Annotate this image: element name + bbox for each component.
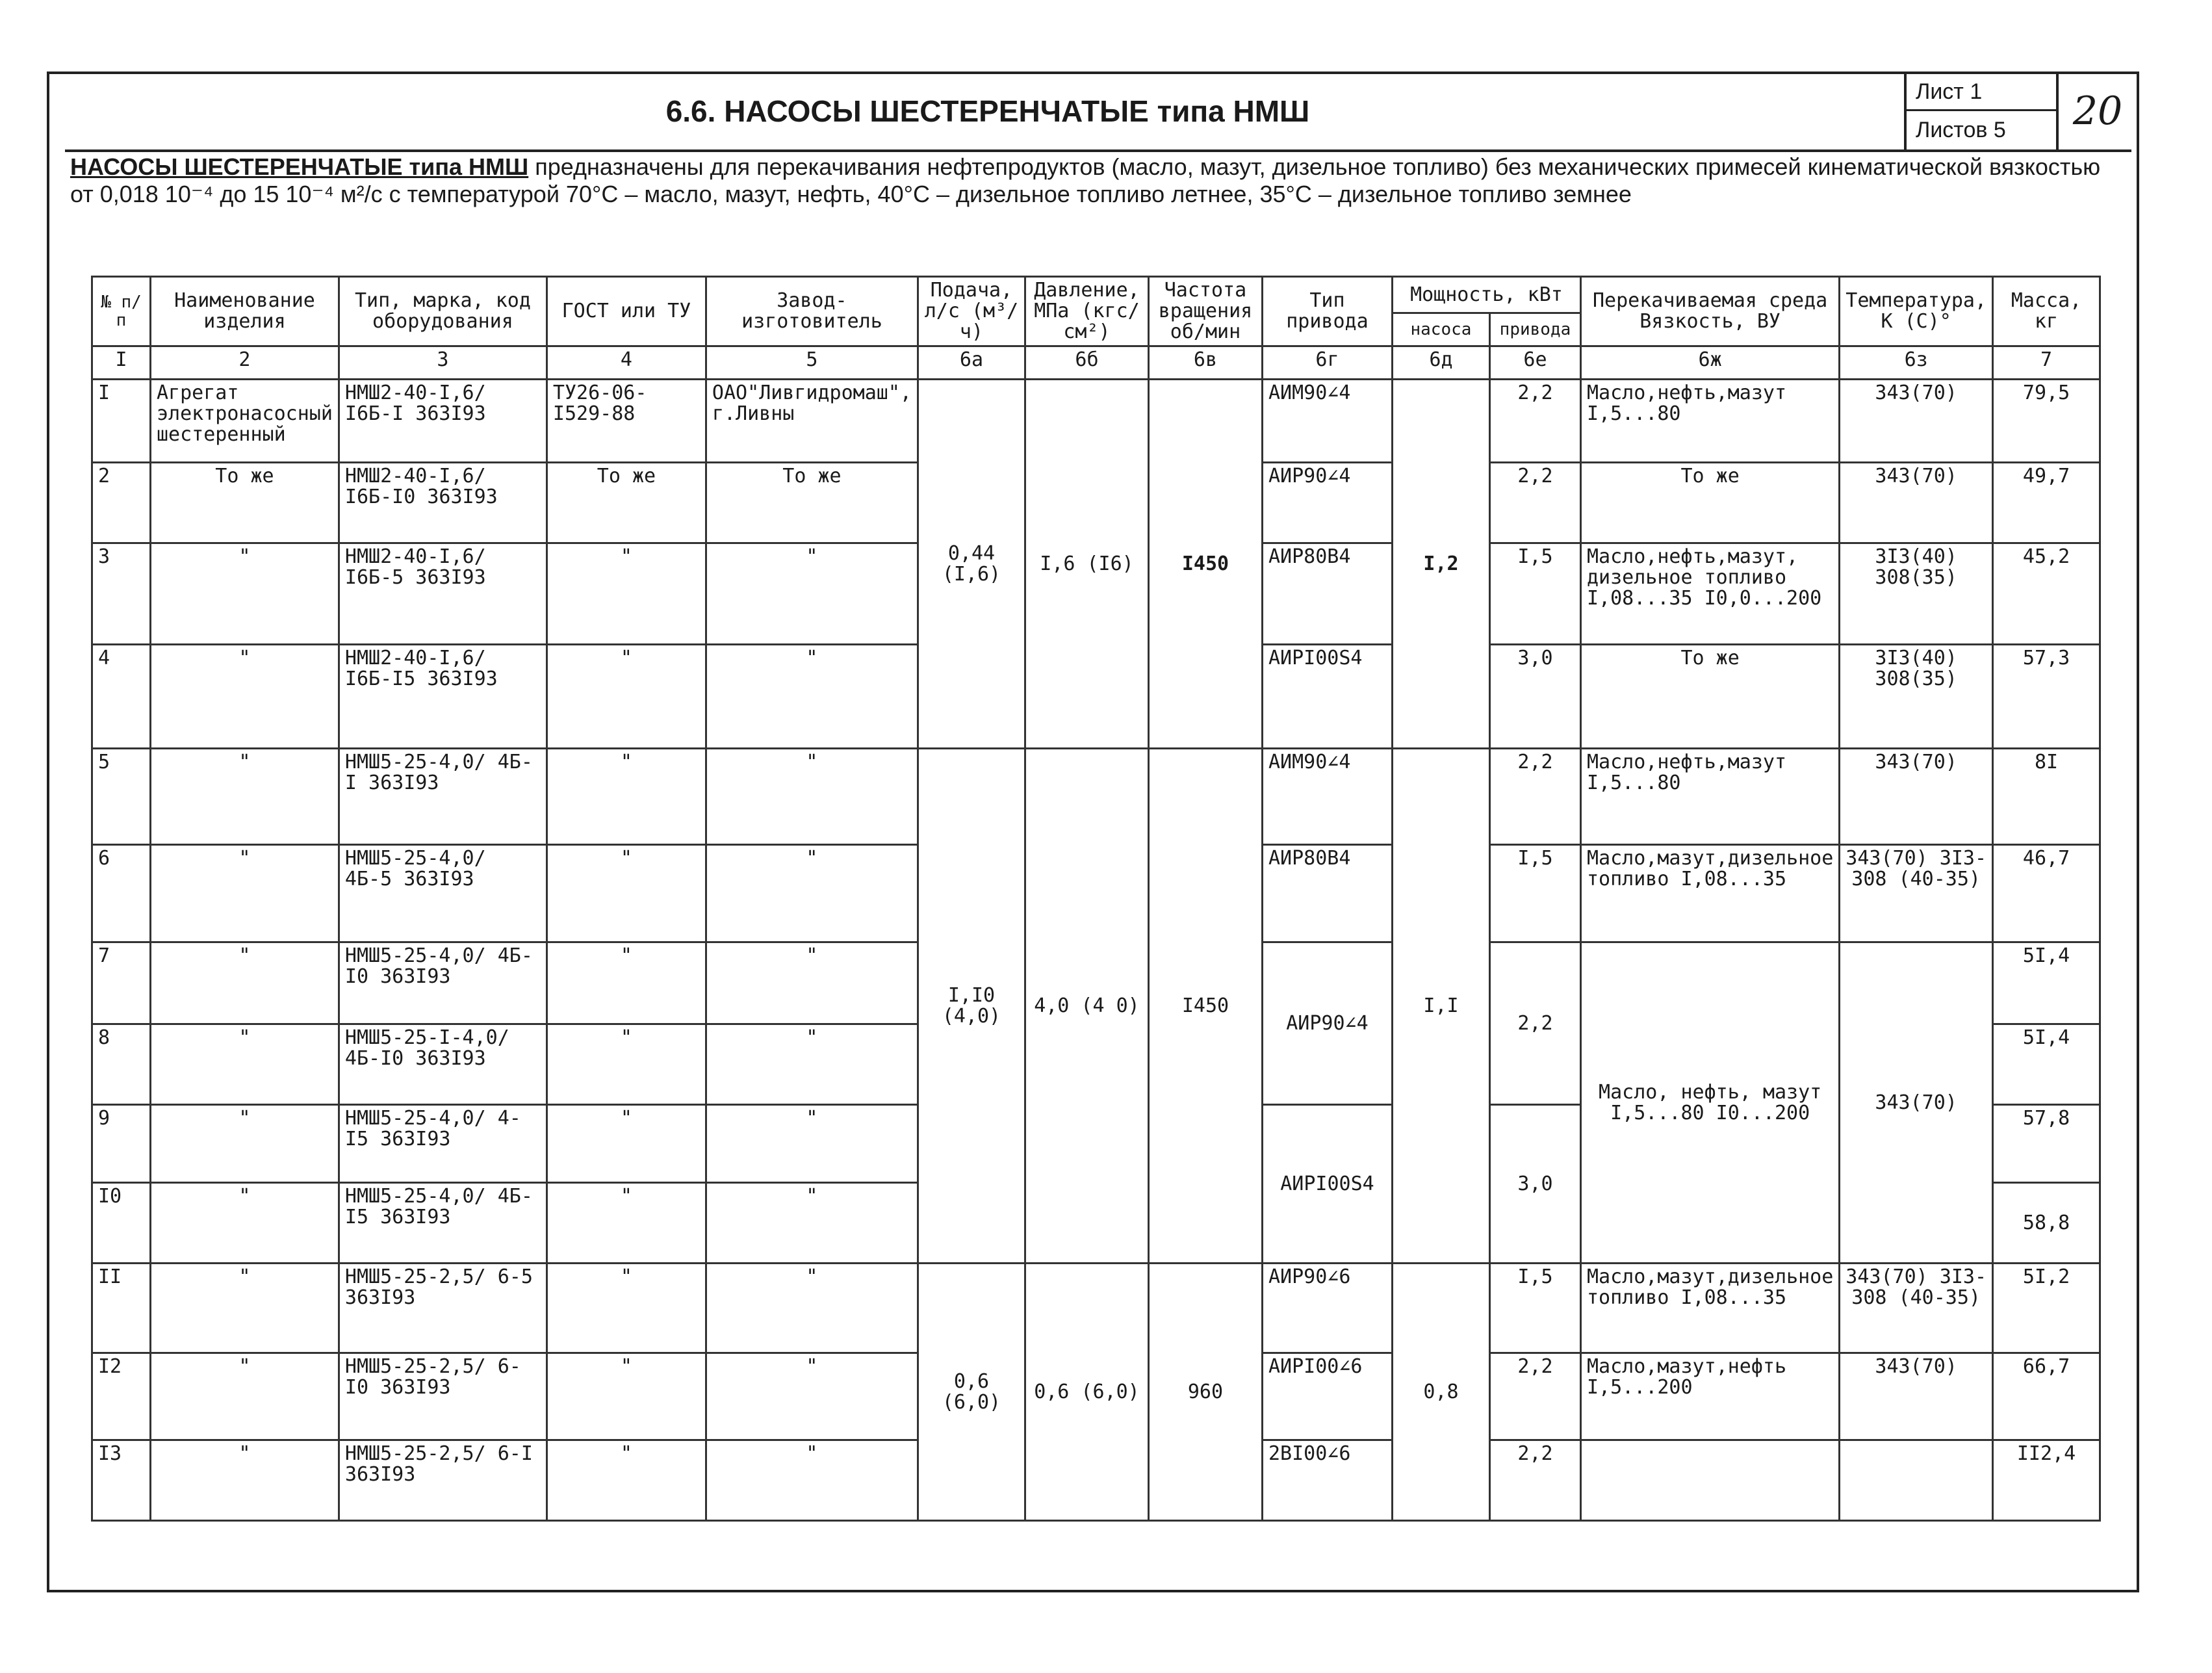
- cell-gost: ": [547, 543, 706, 645]
- table-row: [92, 1264, 2100, 1353]
- col-number: 6а: [918, 346, 1025, 380]
- cell-maker: ОАО"Ливгидромаш", г.Ливны: [706, 380, 918, 463]
- cell-power-drive: 2,2: [1489, 749, 1580, 845]
- cell-medium: Масло,мазут,нефть I,5...200: [1580, 1353, 1839, 1440]
- cell-power-drive: 2,2: [1489, 463, 1580, 543]
- cell-medium: То же: [1580, 645, 1839, 749]
- cell-type: НМШ5-25-2,5/ 6-5 363I93: [339, 1264, 547, 1353]
- cell-medium: Масло,мазут,дизельное топливо I,08...35: [1580, 845, 1839, 942]
- col-header-type: Тип, марка, код оборудования: [339, 277, 547, 346]
- cell-n: I2: [92, 1353, 151, 1440]
- cell-maker: ": [706, 845, 918, 942]
- cell-mass: 45,2: [1993, 543, 2100, 645]
- col-header-power-pump: насоса: [1392, 313, 1489, 346]
- cell-n: I0: [92, 1183, 151, 1264]
- cell-n: 7: [92, 942, 151, 1024]
- col-header-maker: Завод-изготовитель: [706, 277, 918, 346]
- cell-temp: 343(70): [1840, 1353, 1993, 1440]
- col-header-flow: Подача, л/с (м³/ч): [918, 277, 1025, 346]
- cell-name: Агрегат электронасосный шестеренный: [151, 380, 339, 463]
- cell-speed: I450: [1148, 380, 1262, 749]
- cell-drive: АИР90∠4: [1262, 463, 1392, 543]
- cell-temp: 343(70): [1840, 380, 1993, 463]
- cell-gost: ": [547, 1024, 706, 1105]
- cell-n: 8: [92, 1024, 151, 1105]
- cell-name: ": [151, 1183, 339, 1264]
- cell-mass: II2,4: [1993, 1440, 2100, 1521]
- table-row: [92, 749, 2100, 845]
- cell-drive: АИРI00S4: [1262, 1105, 1392, 1264]
- cell-type: НМШ5-25-4,0/ 4-I5 363I93: [339, 1105, 547, 1183]
- cell-type: НМШ5-25-2,5/ 6-I0 363I93: [339, 1353, 547, 1440]
- cell-power-drive: 3,0: [1489, 1105, 1580, 1264]
- cell-maker: ": [706, 1183, 918, 1264]
- col-number: 2: [151, 346, 339, 380]
- intro-lead: НАСОСЫ ШЕСТЕРЕНЧАТЫЕ типа НМШ: [70, 153, 529, 180]
- cell-mass: 57,3: [1993, 645, 2100, 749]
- pumps-table: [91, 276, 2101, 1522]
- cell-gost: ": [547, 1440, 706, 1521]
- cell-drive: АИМ90∠4: [1262, 380, 1392, 463]
- cell-name: ": [151, 845, 339, 942]
- cell-name: ": [151, 1105, 339, 1183]
- cell-n: I: [92, 380, 151, 463]
- cell-mass: 5I,4: [1993, 1024, 2100, 1105]
- cell-gost: ": [547, 845, 706, 942]
- cell-flow: 0,6 (6,0): [918, 1264, 1025, 1521]
- col-number: 6д: [1392, 346, 1489, 380]
- cell-name: ": [151, 942, 339, 1024]
- cell-mass: 5I,4: [1993, 942, 2100, 1024]
- cell-n: 4: [92, 645, 151, 749]
- sheets-count-label: Листов 5: [1916, 118, 2006, 142]
- col-number: 7: [1993, 346, 2100, 380]
- sheet-info-box: [1904, 73, 2134, 149]
- cell-n: 2: [92, 463, 151, 543]
- cell-temp: [1840, 1440, 1993, 1521]
- cell-temp: 343(70): [1840, 942, 1993, 1264]
- cell-gost: ": [547, 1105, 706, 1183]
- col-header-power-drive: привода: [1489, 313, 1580, 346]
- cell-drive: АИМ90∠4: [1262, 749, 1392, 845]
- intro-text: предназначены для перекачивания нефтепродуктов (масло, мазут, дизельное топливо) без механических примесей кинематической вязкостью от 0,018 10⁻⁴ до 15 10⁻⁴ м²/с с температурой 70°С – масло, мазут, нефть, 40°С – дизельное топливо летнее, 35°С – дизельное топливо земнее: [70, 153, 2101, 207]
- cell-power-pump: 0,8: [1392, 1264, 1489, 1521]
- cell-gost: ": [547, 1353, 706, 1440]
- intro-paragraph: [70, 153, 2117, 208]
- cell-maker: ": [706, 543, 918, 645]
- col-header-drive: Тип привода: [1262, 277, 1392, 346]
- title-bar: [65, 73, 2131, 152]
- cell-mass: 8I: [1993, 749, 2100, 845]
- cell-n: II: [92, 1264, 151, 1353]
- cell-mass: 58,8: [1993, 1183, 2100, 1264]
- cell-name: ": [151, 1264, 339, 1353]
- cell-drive: АИР80В4: [1262, 845, 1392, 942]
- cell-type: НМШ2-40-I,6/ I6Б-I5 363I93: [339, 645, 547, 749]
- col-number: 6в: [1148, 346, 1262, 380]
- cell-medium: То же: [1580, 463, 1839, 543]
- col-number: 6б: [1025, 346, 1148, 380]
- cell-temp: 343(70) 3I3-308 (40-35): [1840, 1264, 1993, 1353]
- col-header-pressure: Давление, МПа (кгс/см²): [1025, 277, 1148, 346]
- cell-power-drive: 2,2: [1489, 942, 1580, 1105]
- cell-gost: ": [547, 1264, 706, 1353]
- cell-power-drive: I,5: [1489, 845, 1580, 942]
- cell-pressure: I,6 (I6): [1025, 380, 1148, 749]
- cell-maker: ": [706, 942, 918, 1024]
- cell-maker: ": [706, 749, 918, 845]
- col-number: 3: [339, 346, 547, 380]
- cell-name: ": [151, 1024, 339, 1105]
- cell-drive: АИР90∠4: [1262, 942, 1392, 1105]
- cell-gost: То же: [547, 463, 706, 543]
- col-number: 6ж: [1580, 346, 1839, 380]
- col-header-temp: Температура, К (С)°: [1840, 277, 1993, 346]
- cell-maker: ": [706, 1105, 918, 1183]
- cell-power-pump: I,2: [1392, 380, 1489, 749]
- cell-power-drive: 2,2: [1489, 1440, 1580, 1521]
- col-header-name: Наименование изделия: [151, 277, 339, 346]
- col-header-speed: Частота вращения об/мин: [1148, 277, 1262, 346]
- cell-type: НМШ5-25-4,0/ 4Б-I5 363I93: [339, 1183, 547, 1264]
- cell-type: НМШ2-40-I,6/ I6Б-I 363I93: [339, 380, 547, 463]
- cell-maker: То же: [706, 463, 918, 543]
- cell-name: ": [151, 543, 339, 645]
- page-title: 6.6. НАСОСЫ ШЕСТЕРЕНЧАТЫЕ типа НМШ: [665, 94, 1310, 128]
- cell-temp: 343(70) 3I3-308 (40-35): [1840, 845, 1993, 942]
- cell-speed: 960: [1148, 1264, 1262, 1521]
- cell-name: ": [151, 645, 339, 749]
- cell-type: НМШ5-25-I-4,0/ 4Б-I0 363I93: [339, 1024, 547, 1105]
- cell-flow: 0,44 (I,6): [918, 380, 1025, 749]
- cell-maker: ": [706, 1353, 918, 1440]
- cell-drive: 2ВI00∠6: [1262, 1440, 1392, 1521]
- cell-power-drive: 2,2: [1489, 1353, 1580, 1440]
- cell-gost: ": [547, 645, 706, 749]
- cell-temp: 343(70): [1840, 463, 1993, 543]
- cell-n: I3: [92, 1440, 151, 1521]
- table-row: [92, 380, 2100, 463]
- cell-gost: ": [547, 1183, 706, 1264]
- cell-power-pump: I,I: [1392, 749, 1489, 1264]
- cell-medium: Масло, нефть, мазут I,5...80 I0...200: [1580, 942, 1839, 1264]
- col-number: 5: [706, 346, 918, 380]
- cell-pressure: 0,6 (6,0): [1025, 1264, 1148, 1521]
- cell-drive: АИР90∠6: [1262, 1264, 1392, 1353]
- col-number: 6е: [1489, 346, 1580, 380]
- cell-mass: 79,5: [1993, 380, 2100, 463]
- cell-medium: [1580, 1440, 1839, 1521]
- cell-power-drive: I,5: [1489, 1264, 1580, 1353]
- col-header-gost: ГОСТ или ТУ: [547, 277, 706, 346]
- cell-type: НМШ2-40-I,6/ I6Б-I0 363I93: [339, 463, 547, 543]
- cell-mass: 49,7: [1993, 463, 2100, 543]
- cell-n: 3: [92, 543, 151, 645]
- header-row: [92, 277, 2100, 313]
- cell-n: 9: [92, 1105, 151, 1183]
- cell-drive: АИРI00∠6: [1262, 1353, 1392, 1440]
- col-number: 4: [547, 346, 706, 380]
- cell-medium: Масло,нефть,мазут I,5...80: [1580, 380, 1839, 463]
- cell-maker: ": [706, 645, 918, 749]
- cell-type: НМШ2-40-I,6/ I6Б-5 363I93: [339, 543, 547, 645]
- cell-type: НМШ5-25-4,0/ 4Б-5 363I93: [339, 845, 547, 942]
- cell-gost: ТУ26-06- I529-88: [547, 380, 706, 463]
- cell-n: 5: [92, 749, 151, 845]
- cell-temp: 343(70): [1840, 749, 1993, 845]
- cell-medium: Масло,нефть,мазут, дизельное топливо I,08...35 I0,0...200: [1580, 543, 1839, 645]
- sheet-label: Лист 1: [1907, 73, 2056, 111]
- cell-n: 6: [92, 845, 151, 942]
- cell-name: То же: [151, 463, 339, 543]
- column-number-row: [92, 346, 2100, 380]
- col-number: I: [92, 346, 151, 380]
- cell-type: НМШ5-25-4,0/ 4Б-I 363I93: [339, 749, 547, 845]
- cell-temp: 3I3(40) 308(35): [1840, 645, 1993, 749]
- cell-power-drive: I,5: [1489, 543, 1580, 645]
- cell-temp: 3I3(40) 308(35): [1840, 543, 1993, 645]
- cell-mass: 5I,2: [1993, 1264, 2100, 1353]
- cell-medium: Масло,мазут,дизельное топливо I,08...35: [1580, 1264, 1839, 1353]
- cell-maker: ": [706, 1264, 918, 1353]
- cell-maker: ": [706, 1024, 918, 1105]
- cell-gost: ": [547, 942, 706, 1024]
- cell-name: ": [151, 1440, 339, 1521]
- cell-gost: ": [547, 749, 706, 845]
- cell-name: ": [151, 1353, 339, 1440]
- col-header-n: № п/п: [92, 277, 151, 346]
- cell-speed: I450: [1148, 749, 1262, 1264]
- cell-maker: ": [706, 1440, 918, 1521]
- page-number: 20: [2056, 73, 2137, 149]
- cell-type: НМШ5-25-4,0/ 4Б-I0 363I93: [339, 942, 547, 1024]
- cell-mass: 66,7: [1993, 1353, 2100, 1440]
- cell-drive: АИР80В4: [1262, 543, 1392, 645]
- cell-medium: Масло,нефть,мазут I,5...80: [1580, 749, 1839, 845]
- cell-pressure: 4,0 (4 0): [1025, 749, 1148, 1264]
- cell-type: НМШ5-25-2,5/ 6-I 363I93: [339, 1440, 547, 1521]
- col-number: 6г: [1262, 346, 1392, 380]
- col-header-mass: Масса, кг: [1993, 277, 2100, 346]
- cell-mass: 57,8: [1993, 1105, 2100, 1183]
- col-number: 6з: [1840, 346, 1993, 380]
- col-header-medium: Перекачиваемая среда Вязкость, ВУ: [1580, 277, 1839, 346]
- col-header-power: Мощность, кВт: [1392, 277, 1580, 313]
- cell-power-drive: 3,0: [1489, 645, 1580, 749]
- cell-flow: I,I0 (4,0): [918, 749, 1025, 1264]
- cell-mass: 46,7: [1993, 845, 2100, 942]
- cell-drive: АИРI00S4: [1262, 645, 1392, 749]
- cell-name: ": [151, 749, 339, 845]
- cell-power-drive: 2,2: [1489, 380, 1580, 463]
